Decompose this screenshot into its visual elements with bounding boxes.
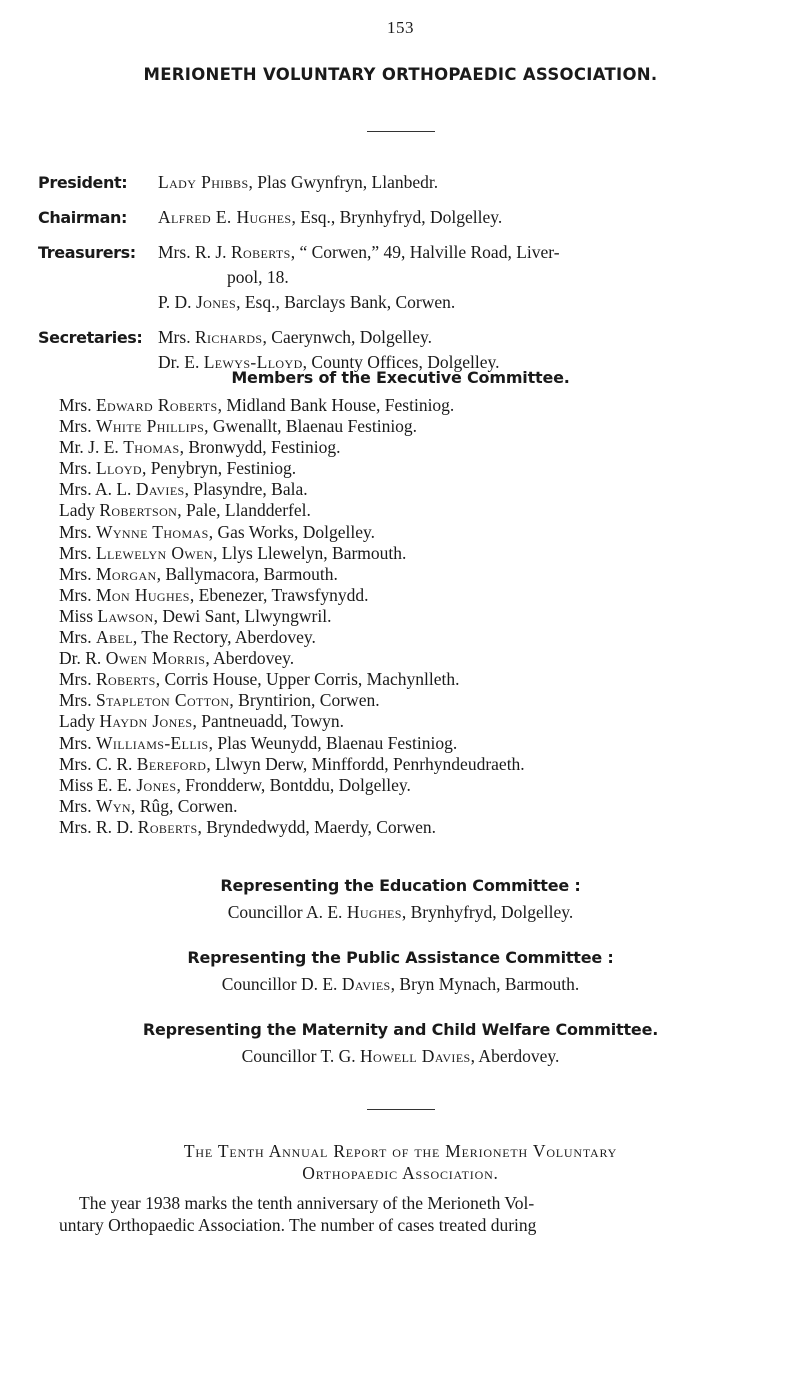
representative-name: Hughes (346, 902, 402, 922)
member-address: , Ebenezer, Trawsfynydd. (189, 584, 369, 605)
member-prefix: Mrs. (59, 732, 96, 753)
executive-member (59, 733, 789, 754)
member-name: Owen Morris (105, 648, 206, 669)
president-name: Lady Phibbs (158, 172, 249, 192)
member-address: , Gas Works, Dolgelley. (208, 521, 375, 542)
member-name: Davies (135, 479, 185, 500)
executive-member (59, 817, 789, 838)
secretary-line (158, 325, 778, 350)
executive-member (59, 711, 789, 732)
member-address: , Midland Bank House, Festiniog. (217, 395, 455, 415)
executive-member (59, 543, 789, 564)
member-name: Roberts (137, 816, 198, 837)
secretary-prefix: Dr. E. (158, 352, 204, 372)
member-address: , Frondderw, Bontddu, Dolgelley. (176, 774, 411, 795)
report-title-line: The Tenth Annual Report of the Merioneth Voluntary (183, 1141, 618, 1161)
member-address: , Gwenallt, Blaenau Festiniog. (204, 416, 418, 437)
president-entry (38, 170, 778, 195)
public-assistance-representative (0, 974, 801, 995)
secretary-address: , County Offices, Dolgelley. (302, 352, 500, 372)
member-prefix: Miss E. E. (59, 774, 137, 795)
member-prefix: Mrs. C. R. (59, 753, 137, 774)
executive-committee-heading: Members of the Executive Committee. (231, 368, 570, 387)
member-name: Morgan (95, 563, 157, 584)
treasurer-line (158, 240, 778, 265)
president-address: , Plas Gwynfryn, Llanbedr. (248, 172, 439, 192)
treasurers-entry (38, 240, 778, 315)
member-name: Haydn Jones (99, 711, 193, 732)
education-representative (0, 902, 801, 923)
member-address: , Plasyndre, Bala. (184, 479, 308, 500)
report-title (0, 1140, 801, 1184)
president-label: President: (38, 173, 128, 192)
member-prefix: Mrs. (59, 795, 96, 816)
member-name: Edward Roberts (95, 395, 218, 415)
member-prefix: Mrs. (59, 669, 96, 690)
member-prefix: Lady (59, 500, 100, 521)
chairman-line (158, 205, 778, 230)
representative-prefix: Councillor T. G. (241, 1046, 361, 1066)
member-name: Williams-Ellis (95, 732, 209, 753)
member-name: Lawson (97, 605, 154, 626)
member-prefix: Mrs. (59, 416, 96, 437)
chairman-label: Chairman: (38, 208, 127, 227)
member-address: , Penybryn, Festiniog. (141, 458, 297, 479)
member-name: Jones (136, 774, 177, 795)
president-line (158, 170, 778, 195)
executive-member (59, 754, 789, 775)
executive-member (59, 395, 789, 416)
report-body-line: untary Orthopaedic Association. The number of cases treated during (59, 1215, 537, 1235)
member-address: , Aberdovey. (205, 648, 295, 669)
member-address: , Ballymacora, Barmouth. (156, 563, 338, 584)
executive-member (59, 458, 789, 479)
treasurer-address: , “ Corwen,” 49, Halville Road, Liver- (290, 242, 560, 262)
secretary-address: , Caerynwch, Dolgelley. (262, 327, 432, 347)
member-address: , Rûg, Corwen. (131, 795, 238, 816)
member-name: Bereford (136, 753, 207, 774)
executive-member (59, 669, 789, 690)
education-heading: Representing the Education Committee : (220, 876, 581, 895)
member-address: , Bryntirion, Corwen. (229, 690, 380, 711)
treasurer-name: Roberts (230, 242, 291, 262)
member-prefix: Mrs. A. L. (59, 479, 136, 500)
member-address: , Dewi Sant, Llwyngwril. (153, 605, 332, 626)
executive-member (59, 606, 789, 627)
member-name: Abel (95, 627, 133, 648)
member-address: , Llwyn Derw, Minffordd, Penrhyndeudraeth. (206, 753, 525, 774)
member-name: Wyn (95, 795, 132, 816)
member-prefix: Lady (59, 711, 100, 732)
member-address: , Plas Weunydd, Blaenau Festiniog. (208, 732, 458, 753)
maternity-representative (0, 1046, 801, 1067)
member-name: Roberts (95, 669, 156, 690)
member-prefix: Mrs. R. D. (59, 816, 138, 837)
section-divider (367, 1109, 435, 1110)
member-prefix: Mrs. (59, 627, 96, 648)
chairman-name: Alfred E. Hughes (158, 207, 292, 227)
executive-member (59, 522, 789, 543)
report-body (59, 1192, 779, 1236)
member-address: , The Rectory, Aberdovey. (132, 627, 316, 648)
treasurer-prefix: Mrs. R. J. (158, 242, 231, 262)
page-number: 153 (387, 18, 414, 37)
executive-member (59, 479, 789, 500)
member-prefix: Mrs. (59, 395, 96, 415)
executive-member (59, 648, 789, 669)
executive-member (59, 437, 789, 458)
treasurer-line (158, 290, 778, 315)
member-prefix: Mrs. (59, 521, 96, 542)
member-name: Stapleton Cotton (95, 690, 230, 711)
executive-member (59, 500, 789, 521)
chairman-address: , Esq., Brynhyfryd, Dolgelley. (291, 207, 503, 227)
report-title-line: Orthopaedic Association. (302, 1163, 499, 1183)
member-name: Mon Hughes (95, 584, 190, 605)
executive-members-list (59, 395, 789, 838)
representative-name: Davies (341, 974, 391, 994)
treasurers-label: Treasurers: (38, 243, 136, 262)
member-address: , Pantneuadd, Towyn. (192, 711, 345, 732)
member-prefix: Dr. R. (59, 648, 106, 669)
member-address: , Pale, Llandderfel. (177, 500, 311, 521)
executive-member (59, 796, 789, 817)
member-prefix: Mr. J. E. (59, 437, 124, 458)
secretaries-label: Secretaries: (38, 328, 143, 347)
member-name: Thomas (123, 437, 180, 458)
treasurer-address-continuation: pool, 18. (227, 267, 289, 287)
treasurer-name: Jones (195, 292, 237, 312)
member-name: Wynne Thomas (95, 521, 209, 542)
member-name: White Phillips (95, 416, 205, 437)
executive-member (59, 775, 789, 796)
report-body-line: The year 1938 marks the tenth anniversary of the Merioneth Vol- (79, 1193, 535, 1213)
executive-member (59, 416, 789, 437)
representative-address: , Aberdovey. (470, 1046, 560, 1066)
public-assistance-heading: Representing the Public Assistance Committee : (187, 948, 614, 967)
executive-member (59, 627, 789, 648)
title-divider (367, 131, 435, 132)
member-address: , Corris House, Upper Corris, Machynlleth. (155, 669, 460, 690)
member-name: Robertson (99, 500, 178, 521)
maternity-heading: Representing the Maternity and Child Welfare Committee. (142, 1020, 659, 1039)
member-name: Lloyd (95, 458, 142, 479)
representative-name: Howell Davies (360, 1046, 471, 1066)
member-prefix: Mrs. (59, 584, 96, 605)
executive-member (59, 585, 789, 606)
member-prefix: Mrs. (59, 690, 96, 711)
member-prefix: Mrs. (59, 542, 96, 563)
document-title: MERIONETH VOLUNTARY ORTHOPAEDIC ASSOCIATION. (143, 65, 658, 84)
member-name: Llewelyn Owen (95, 542, 213, 563)
representative-prefix: Councillor D. E. (221, 974, 342, 994)
representative-address: , Bryn Mynach, Barmouth. (390, 974, 580, 994)
representative-address: , Brynhyfryd, Dolgelley. (401, 902, 574, 922)
member-address: , Bryndedwydd, Maerdy, Corwen. (197, 816, 437, 837)
chairman-entry (38, 205, 778, 230)
executive-member (59, 690, 789, 711)
member-prefix: Mrs. (59, 458, 96, 479)
member-prefix: Mrs. (59, 563, 96, 584)
secretary-prefix: Mrs. (158, 327, 195, 347)
secretary-name: Lewys-Lloyd (203, 352, 303, 372)
treasurer-prefix: P. D. (158, 292, 196, 312)
treasurer-address: , Esq., Barclays Bank, Corwen. (236, 292, 456, 312)
member-address: , Bronwydd, Festiniog. (179, 437, 341, 458)
member-address: , Llys Llewelyn, Barmouth. (212, 542, 407, 563)
secretary-name: Richards (194, 327, 263, 347)
member-prefix: Miss (59, 605, 98, 626)
representative-prefix: Councillor A. E. (227, 902, 347, 922)
executive-member (59, 564, 789, 585)
officers-section (38, 170, 778, 385)
